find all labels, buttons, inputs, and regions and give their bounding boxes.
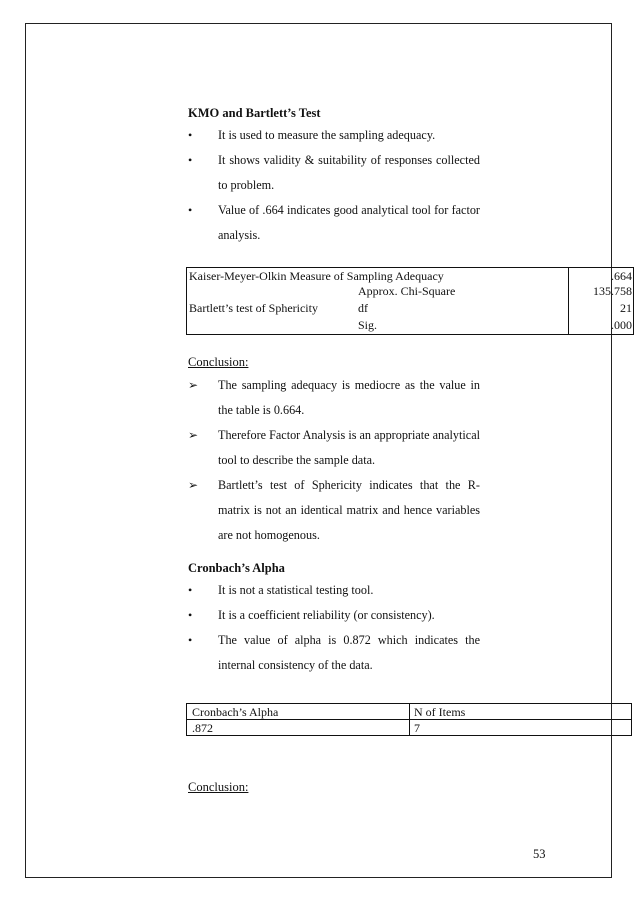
- list-item: • It shows validity & suitability of responses collected to problem.: [188, 148, 480, 198]
- bullet-icon: •: [188, 203, 193, 217]
- kmo-value: .664: [611, 269, 632, 283]
- list-item: • It is a coefficient reliability (or consistency).: [188, 603, 480, 628]
- cronbach-table: [186, 703, 632, 736]
- list-item: • Value of .664 indicates good analytical tool for factor analysis.: [188, 198, 480, 248]
- page-number: 53: [533, 847, 546, 861]
- list-item: ➢ Bartlett’s test of Sphericity indicates that the R-matrix is not an identical matrix and hence variables are not homogenous.: [188, 473, 480, 548]
- list-item: • It is not a statistical testing tool.: [188, 578, 480, 603]
- chi-square-value: 135.758: [593, 284, 632, 298]
- cronbach-bullet-list: [188, 578, 480, 678]
- bullet-icon: •: [188, 608, 193, 622]
- list-item: • It is used to measure the sampling adequacy.: [188, 123, 480, 148]
- table-cell: 7: [414, 721, 420, 735]
- bullet-icon: •: [188, 583, 193, 597]
- list-item: ➢ The sampling adequacy is mediocre as the value in the table is 0.664.: [188, 373, 480, 423]
- bullet-icon: •: [188, 633, 193, 647]
- sig-label: Sig.: [358, 318, 378, 332]
- arrow-bullet-icon: ➢: [188, 428, 199, 442]
- kmo-bullet-list: [188, 123, 480, 248]
- table-header: N of Items: [414, 705, 466, 719]
- kmo-bartlett-table: [186, 267, 634, 335]
- df-label: df: [358, 301, 368, 315]
- sig-value: .000: [611, 318, 632, 332]
- arrow-bullet-icon: ➢: [188, 378, 199, 392]
- bullet-icon: •: [188, 153, 193, 167]
- list-item: • The value of alpha is 0.872 which indicates the internal consistency of the data.: [188, 628, 480, 678]
- arrow-bullet-icon: ➢: [188, 478, 199, 492]
- kmo-label: Kaiser-Meyer-Olkin Measure of Sampling Adequacy: [189, 269, 444, 283]
- df-value: 21: [620, 301, 632, 315]
- table-divider: [409, 704, 410, 735]
- conclusion-list: [188, 373, 480, 548]
- kmo-heading: KMO and Bartlett’s Test: [188, 106, 321, 120]
- conclusion-label-2: Conclusion:: [188, 780, 249, 794]
- table-cell: .872: [192, 721, 213, 735]
- table-divider: [568, 268, 569, 334]
- cronbach-heading: Cronbach’s Alpha: [188, 561, 285, 575]
- table-header: Cronbach’s Alpha: [192, 705, 279, 719]
- conclusion-label: Conclusion:: [188, 355, 249, 369]
- bartlett-label: Bartlett’s test of Sphericity: [189, 301, 318, 315]
- chi-square-label: Approx. Chi-Square: [358, 284, 456, 298]
- bullet-icon: •: [188, 128, 193, 142]
- list-item: ➢ Therefore Factor Analysis is an appropriate analytical tool to describe the sample data.: [188, 423, 480, 473]
